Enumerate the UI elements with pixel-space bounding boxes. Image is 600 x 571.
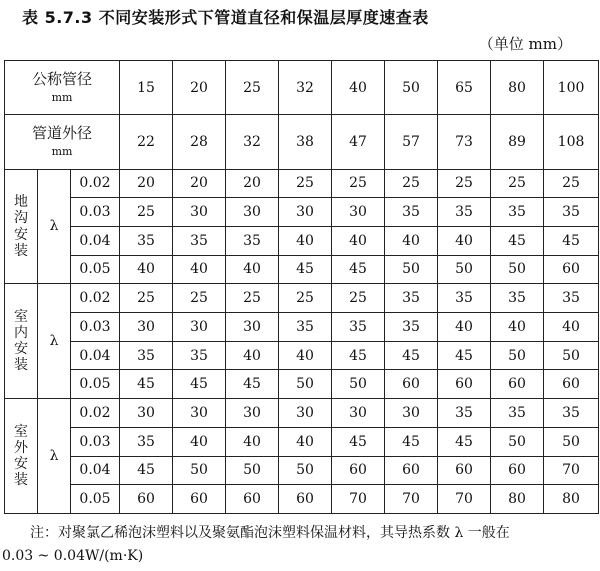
header-label-outer	[5, 115, 120, 169]
header-unit-text: mm	[51, 145, 73, 159]
thickness-cell: 40	[226, 427, 279, 456]
thickness-cell: 60	[544, 255, 599, 284]
install-type-char: 地	[14, 194, 28, 211]
thickness-cell: 45	[332, 255, 385, 284]
thickness-cell: 50	[544, 341, 599, 370]
thickness-cell: 30	[173, 198, 226, 227]
thickness-cell: 40	[226, 341, 279, 370]
thickness-cell: 80	[544, 485, 599, 514]
thickness-cell: 25	[120, 198, 173, 227]
thickness-cell: 35	[120, 341, 173, 370]
header-value-cell: 15	[120, 61, 173, 115]
lambda-value-cell: 0.02	[71, 284, 120, 313]
thickness-cell: 50	[279, 456, 332, 485]
header-unit-text: mm	[51, 90, 73, 104]
thickness-cell: 35	[173, 341, 226, 370]
header-value-cell: 73	[438, 115, 491, 169]
lambda-value-cell: 0.03	[71, 427, 120, 456]
thickness-cell: 35	[385, 198, 438, 227]
thickness-cell: 35	[438, 399, 491, 428]
thickness-cell: 45	[385, 427, 438, 456]
thickness-cell: 35	[120, 227, 173, 256]
thickness-cell: 25	[279, 284, 332, 313]
header-row-outer	[5, 115, 599, 169]
lambda-value-cell: 0.05	[71, 370, 120, 399]
thickness-cell: 35	[544, 399, 599, 428]
thickness-cell: 60	[385, 456, 438, 485]
lambda-value-cell: 0.02	[71, 169, 120, 198]
table-title: 表 5.7.3 不同安装形式下管道直径和保温层厚度速查表	[22, 8, 429, 27]
header-value-cell: 47	[332, 115, 385, 169]
lambda-value-cell: 0.02	[71, 399, 120, 428]
thickness-cell: 40	[332, 227, 385, 256]
install-type-char: 装	[14, 242, 28, 259]
thickness-cell: 45	[279, 255, 332, 284]
thickness-cell: 40	[173, 255, 226, 284]
header-label-nominal	[5, 61, 120, 115]
thickness-cell: 45	[332, 341, 385, 370]
header-value-cell: 22	[120, 115, 173, 169]
thickness-cell: 80	[491, 485, 544, 514]
install-type-char: 室	[14, 423, 28, 440]
thickness-cell: 70	[332, 485, 385, 514]
lambda-symbol-cell: λ	[38, 169, 71, 284]
thickness-cell: 50	[544, 427, 599, 456]
thickness-cell: 25	[438, 169, 491, 198]
thickness-cell: 60	[438, 370, 491, 399]
thickness-cell: 60	[385, 370, 438, 399]
thickness-table	[4, 60, 599, 514]
thickness-cell: 60	[491, 456, 544, 485]
thickness-cell: 40	[279, 341, 332, 370]
thickness-cell: 35	[438, 284, 491, 313]
table-row	[5, 399, 599, 428]
thickness-cell: 50	[279, 370, 332, 399]
install-type-char: 安	[14, 341, 28, 358]
install-type-char: 沟	[14, 210, 28, 227]
install-type-cell	[5, 399, 38, 514]
lambda-symbol-cell: λ	[38, 284, 71, 399]
thickness-cell: 30	[226, 198, 279, 227]
thickness-cell: 30	[120, 313, 173, 342]
thickness-cell: 45	[120, 456, 173, 485]
thickness-cell: 40	[544, 313, 599, 342]
header-value-cell: 20	[173, 61, 226, 115]
lambda-value-cell: 0.03	[71, 198, 120, 227]
thickness-cell: 35	[385, 313, 438, 342]
thickness-cell: 50	[332, 370, 385, 399]
thickness-cell: 60	[120, 485, 173, 514]
table-row	[5, 227, 599, 256]
thickness-cell: 25	[544, 169, 599, 198]
thickness-cell: 50	[385, 255, 438, 284]
thickness-cell: 60	[332, 456, 385, 485]
thickness-cell: 25	[332, 284, 385, 313]
thickness-cell: 45	[438, 427, 491, 456]
lambda-value-cell: 0.03	[71, 313, 120, 342]
thickness-cell: 30	[173, 399, 226, 428]
footnote-line-2: 0.03 ~ 0.04W/(m·K)	[2, 548, 144, 564]
thickness-cell: 40	[173, 427, 226, 456]
thickness-cell: 25	[120, 284, 173, 313]
header-value-cell: 50	[385, 61, 438, 115]
thickness-cell: 25	[491, 169, 544, 198]
header-label-text: 公称管径	[32, 69, 93, 88]
header-value-cell: 80	[491, 61, 544, 115]
thickness-cell: 30	[332, 198, 385, 227]
header-value-cell: 38	[279, 115, 332, 169]
thickness-cell: 50	[491, 341, 544, 370]
thickness-cell: 30	[226, 313, 279, 342]
install-type-char: 装	[14, 357, 28, 374]
thickness-cell: 60	[279, 485, 332, 514]
header-value-cell: 100	[544, 61, 599, 115]
thickness-cell: 60	[544, 370, 599, 399]
install-type-char: 内	[14, 325, 28, 342]
thickness-cell: 35	[491, 399, 544, 428]
thickness-cell: 60	[491, 370, 544, 399]
thickness-cell: 30	[173, 313, 226, 342]
thickness-cell: 25	[332, 169, 385, 198]
table-row	[5, 370, 599, 399]
thickness-cell: 30	[120, 399, 173, 428]
thickness-cell: 40	[385, 227, 438, 256]
thickness-cell: 50	[438, 255, 491, 284]
thickness-cell: 20	[120, 169, 173, 198]
thickness-cell: 20	[173, 169, 226, 198]
table-row	[5, 255, 599, 284]
lambda-value-cell: 0.04	[71, 456, 120, 485]
header-value-cell: 108	[544, 115, 599, 169]
footnote-line-1: 注：对聚氯乙稀泡沫塑料以及聚氨酯泡沫塑料保温材料，其导热系数 λ 一般在	[30, 525, 510, 541]
thickness-cell: 35	[332, 313, 385, 342]
install-type-char: 装	[14, 472, 28, 489]
header-value-cell: 65	[438, 61, 491, 115]
thickness-cell: 45	[173, 370, 226, 399]
header-value-cell: 32	[279, 61, 332, 115]
lambda-value-cell: 0.04	[71, 227, 120, 256]
install-type-char: 安	[14, 226, 28, 243]
thickness-cell: 40	[279, 227, 332, 256]
thickness-cell: 45	[226, 370, 279, 399]
header-value-cell: 28	[173, 115, 226, 169]
table-row	[5, 485, 599, 514]
lambda-symbol-cell: λ	[38, 399, 71, 514]
install-type-cell	[5, 169, 38, 284]
thickness-cell: 60	[438, 456, 491, 485]
thickness-cell: 25	[226, 284, 279, 313]
header-value-cell: 32	[226, 115, 279, 169]
thickness-cell: 35	[173, 227, 226, 256]
thickness-cell: 30	[279, 198, 332, 227]
install-type-char: 室	[14, 309, 28, 326]
thickness-cell: 35	[438, 198, 491, 227]
thickness-cell: 35	[279, 313, 332, 342]
thickness-cell: 60	[226, 485, 279, 514]
thickness-cell: 30	[385, 399, 438, 428]
thickness-cell: 35	[385, 284, 438, 313]
header-label-text: 管道外径	[32, 124, 93, 143]
thickness-cell: 60	[173, 485, 226, 514]
thickness-cell: 40	[491, 313, 544, 342]
thickness-cell: 45	[385, 341, 438, 370]
thickness-cell: 40	[226, 255, 279, 284]
thickness-cell: 50	[226, 456, 279, 485]
header-value-cell: 40	[332, 61, 385, 115]
thickness-cell: 70	[385, 485, 438, 514]
header-value-cell: 57	[385, 115, 438, 169]
thickness-cell: 45	[332, 427, 385, 456]
thickness-cell: 45	[438, 341, 491, 370]
install-type-char: 安	[14, 456, 28, 473]
thickness-cell: 30	[279, 399, 332, 428]
thickness-cell: 45	[544, 227, 599, 256]
thickness-cell: 45	[120, 370, 173, 399]
thickness-cell: 40	[438, 227, 491, 256]
thickness-cell: 25	[173, 284, 226, 313]
header-row-nominal	[5, 61, 599, 115]
table-row	[5, 169, 599, 198]
thickness-cell: 35	[544, 284, 599, 313]
table-row	[5, 341, 599, 370]
thickness-cell: 35	[491, 198, 544, 227]
thickness-cell: 35	[491, 284, 544, 313]
install-type-char: 外	[14, 439, 28, 456]
thickness-cell: 40	[279, 427, 332, 456]
unit-label: （单位 mm）	[478, 35, 572, 53]
lambda-value-cell: 0.05	[71, 485, 120, 514]
table-row	[5, 284, 599, 313]
thickness-cell: 35	[544, 198, 599, 227]
header-value-cell: 25	[226, 61, 279, 115]
thickness-cell: 35	[226, 227, 279, 256]
thickness-cell: 70	[438, 485, 491, 514]
thickness-cell: 25	[279, 169, 332, 198]
thickness-cell: 50	[173, 456, 226, 485]
thickness-cell: 50	[491, 427, 544, 456]
thickness-cell: 25	[385, 169, 438, 198]
thickness-cell: 40	[120, 255, 173, 284]
header-value-cell: 89	[491, 115, 544, 169]
thickness-cell: 30	[226, 399, 279, 428]
thickness-cell: 50	[491, 255, 544, 284]
install-type-cell	[5, 284, 38, 399]
thickness-cell: 40	[438, 313, 491, 342]
thickness-cell: 70	[544, 456, 599, 485]
thickness-cell: 35	[120, 427, 173, 456]
lambda-value-cell: 0.04	[71, 341, 120, 370]
table-row	[5, 456, 599, 485]
lambda-value-cell: 0.05	[71, 255, 120, 284]
table-row	[5, 313, 599, 342]
table-body	[5, 61, 599, 514]
table-row	[5, 198, 599, 227]
thickness-cell: 30	[332, 399, 385, 428]
table-row	[5, 427, 599, 456]
thickness-cell: 45	[491, 227, 544, 256]
thickness-cell: 20	[226, 169, 279, 198]
